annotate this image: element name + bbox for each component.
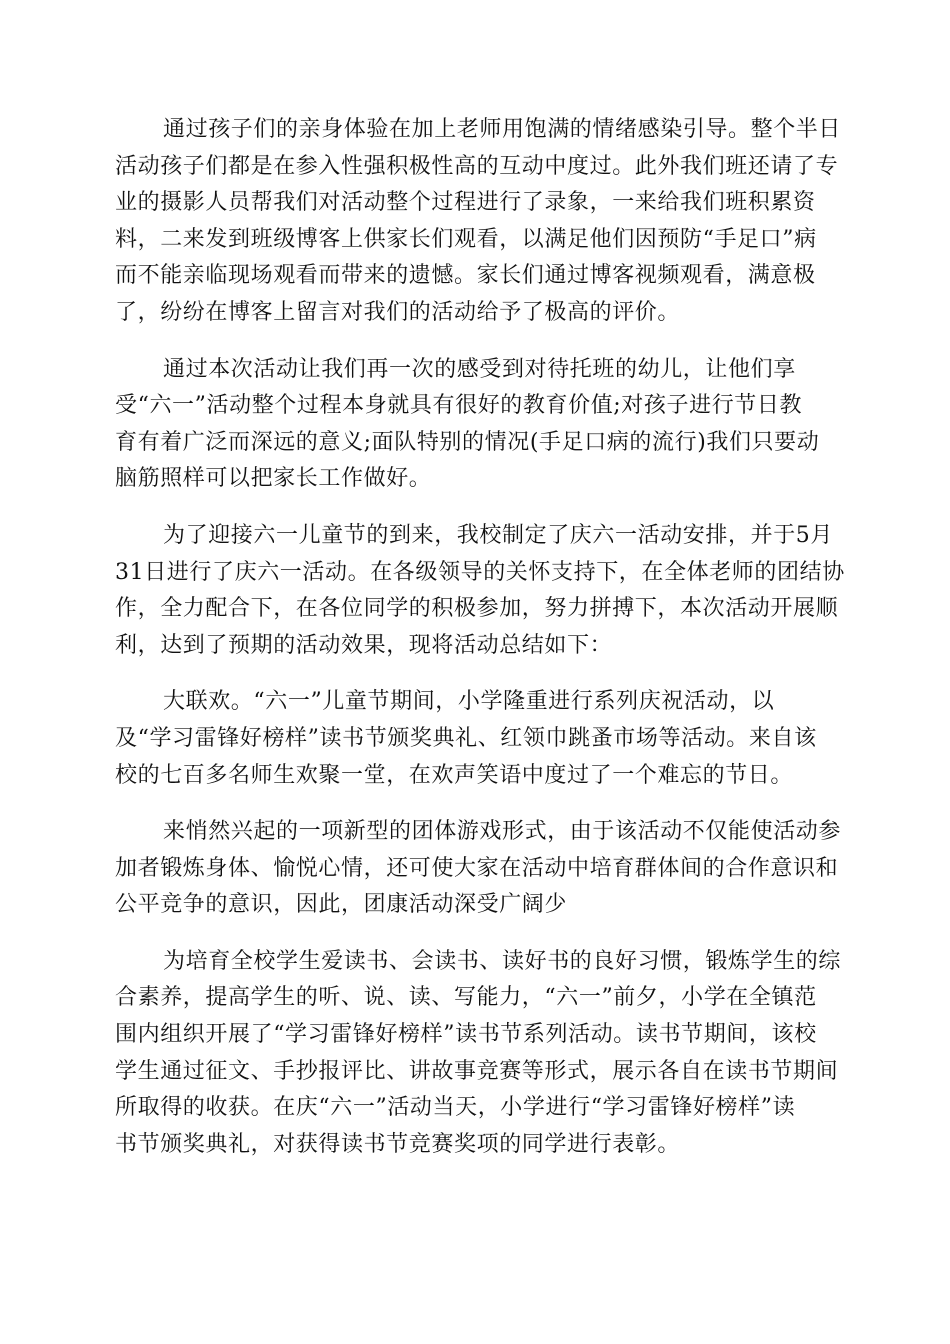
text-line: 公平竞争的意识，因此，团康活动深受广阔少 <box>115 892 568 918</box>
text-line: 学生通过征文、手抄报评比、讲故事竞赛等形式，展示各自在读书节期间 <box>115 1058 839 1084</box>
text-line: 育有着广泛而深远的意义;面队特别的情况(手足口病的流行)我们只要动 <box>115 429 820 455</box>
paragraph-1 <box>115 112 842 332</box>
text-line: 通过本次活动让我们再一次的感受到对待托班的幼儿，让他们享 <box>163 356 796 382</box>
text-line: 为了迎接六一儿童节的到来，我校制定了庆六一活动安排，并于5月 <box>163 522 833 548</box>
text-line: 31日进行了庆六一活动。在各级领导的关怀支持下，在全体老师的团结协 <box>115 559 845 585</box>
text-line: 及“学习雷锋好榜样”读书节颁奖典礼、红领巾跳蚤市场等活动。来自该 <box>115 725 817 751</box>
text-line: 脑筋照样可以把家长工作做好。 <box>115 466 432 492</box>
text-line: 作，全力配合下，在各位同学的积极参加，努力拼搏下，本次活动开展顺 <box>115 596 839 622</box>
text-line: 为培育全校学生爱读书、会读书、读好书的良好习惯，锻炼学生的综 <box>163 948 842 974</box>
text-line: 业的摄影人员帮我们对活动整个过程进行了录象，一来给我们班积累资 <box>115 190 816 216</box>
text-line: 利，达到了预期的活动效果，现将活动总结如下： <box>115 632 613 658</box>
text-line: 通过孩子们的亲身体验在加上老师用饱满的情绪感染引导。整个半日 <box>163 117 842 142</box>
document-body <box>115 112 845 1183</box>
text-line: 活动孩子们都是在参入性强积极性高的互动中度过。此外我们班还请了专 <box>115 153 839 179</box>
text-line: 料，二来发到班级博客上供家长们观看，以满足他们因预防“手足口”病 <box>115 226 817 252</box>
text-line: 了，纷纷在博客上留言对我们的活动给予了极高的评价。 <box>115 299 681 325</box>
paragraph-6 <box>115 944 842 1164</box>
text-line: 大联欢。“六一”儿童节期间，小学隆重进行系列庆祝活动，以 <box>163 689 775 715</box>
text-line: 加者锻炼身体、愉悦心情，还可使大家在活动中培育群体间的合作意识和 <box>115 855 839 881</box>
paragraph-4 <box>115 684 835 794</box>
text-line: 合素养，提高学生的听、说、读、写能力，“六一”前夕，小学在全镇范 <box>115 985 817 1011</box>
text-line: 来悄然兴起的一项新型的团体游戏形式，由于该活动不仅能使活动参 <box>163 819 842 845</box>
paragraph-2 <box>115 352 835 498</box>
text-line: 所取得的收获。在庆“六一”活动当天，小学进行“学习雷锋好榜样”读 <box>115 1095 796 1121</box>
text-line: 而不能亲临现场观看而带来的遗憾。家长们通过博客视频观看，满意极 <box>115 263 816 289</box>
paragraph-5 <box>115 814 842 924</box>
text-line: 书节颁奖典礼，对获得读书节竞赛奖项的同学进行表彰。 <box>115 1131 681 1157</box>
text-line: 校的七百多名师生欢聚一堂，在欢声笑语中度过了一个难忘的节日。 <box>115 762 794 788</box>
paragraph-3 <box>115 518 845 664</box>
text-line: 围内组织开展了“学习雷锋好榜样”读书节系列活动。读书节期间，该校 <box>115 1022 817 1048</box>
text-line: 受“六一”活动整个过程本身就具有很好的教育价值;对孩子进行节日教 <box>115 393 803 419</box>
